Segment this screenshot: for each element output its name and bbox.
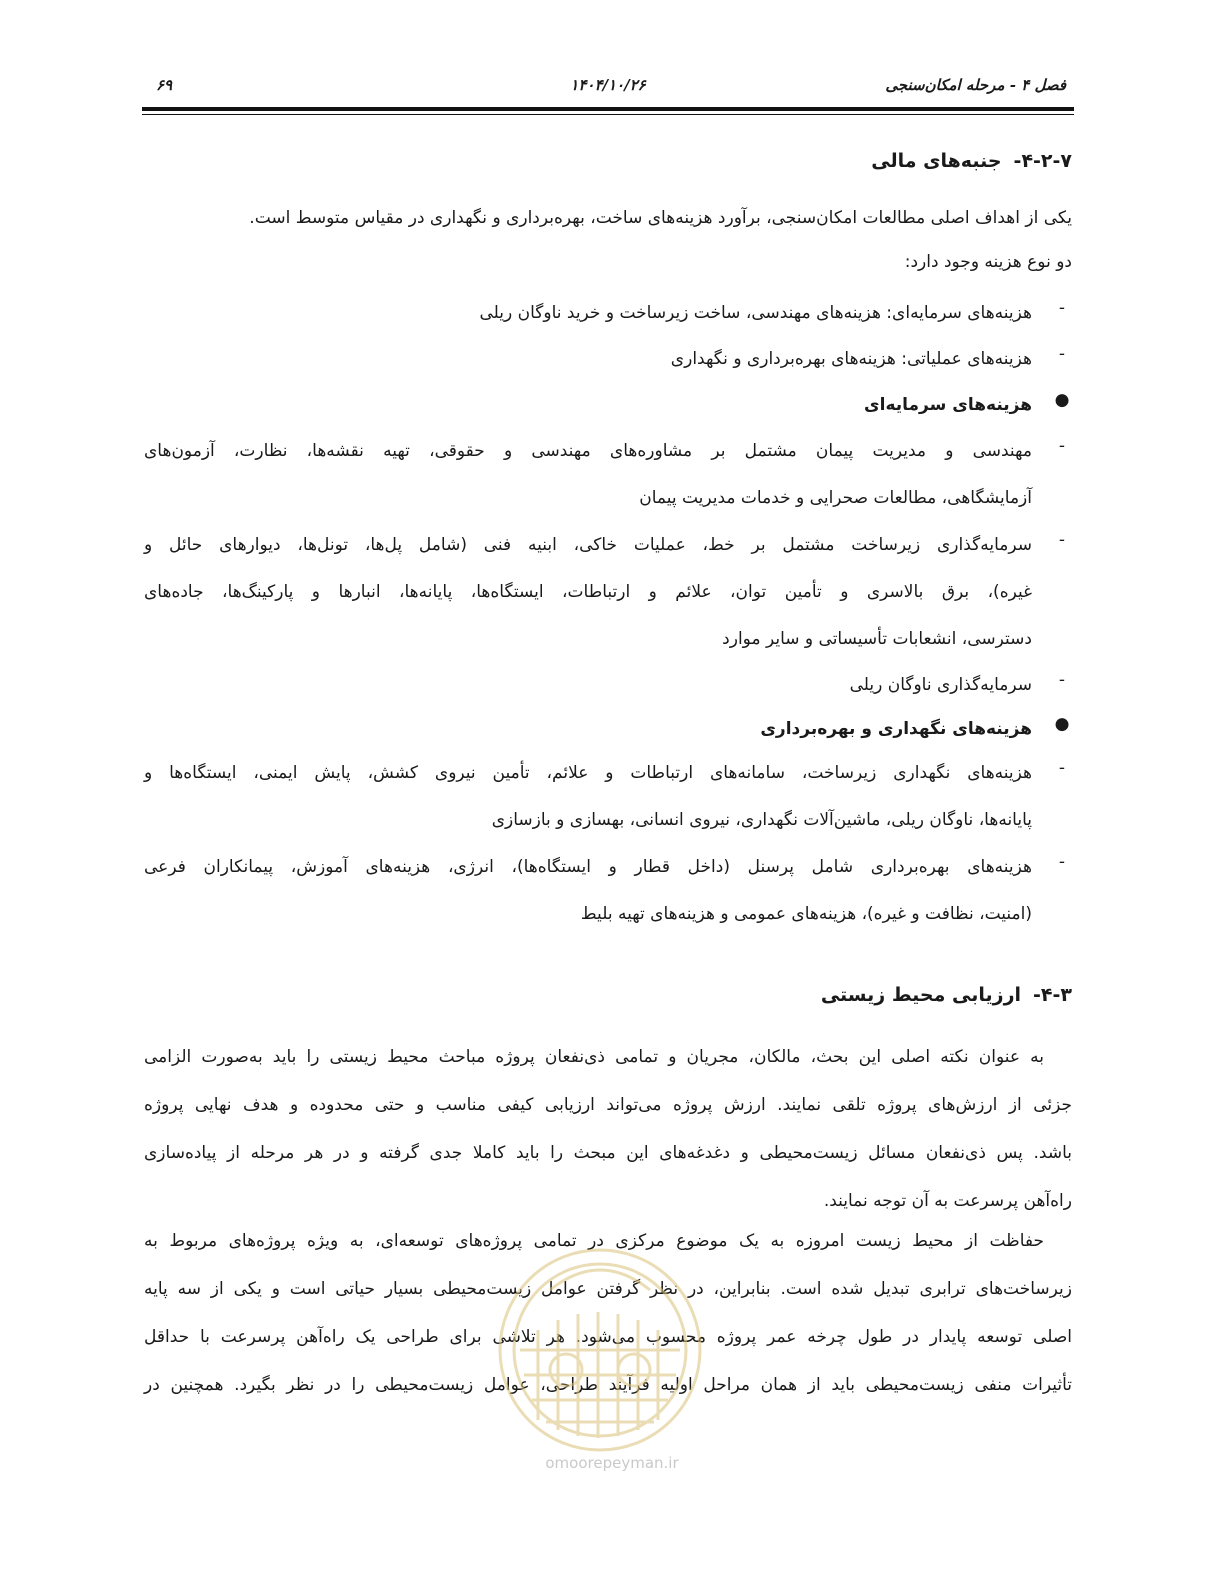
bullet-marker: ● xyxy=(1054,390,1070,410)
list-item-line: دسترسی، انشعابات تأسیساتی و سایر موارد xyxy=(722,629,1032,649)
paragraph-line: راه‌آهن پرسرعت به آن توجه نمایند. xyxy=(823,1191,1072,1211)
list-item xyxy=(144,298,1072,345)
list-item-line: آزمایشگاهی، مطالعات صحرایی و خدمات مدیریت پیمان xyxy=(639,488,1032,508)
list-item-text: هزینه‌های سرمایه‌ای: هزینه‌های مهندسی، ساخت زیرساخت و خرید ناوگان ریلی xyxy=(479,303,1032,323)
dash-marker: - xyxy=(1058,852,1066,872)
paragraph-line: باشد. پس ذی‌نفعان مسائل زیست‌محیطی و دغدغه‌های این مبحث را باید کاملا جدی گرفته و در هر مرحله از پیاده‌سازی xyxy=(144,1143,1072,1163)
header-rule-thick xyxy=(142,107,1074,111)
list-item-line: (امنیت، نظافت و غیره)، هزینه‌های عمومی و هزینه‌های تهیه بلیط xyxy=(580,904,1032,924)
list-item-line: مهندسی و مدیریت پیمان مشتمل بر مشاوره‌های مهندسی و حقوقی، تهیه نقشه‌ها، نظارت، آزمون‌های xyxy=(144,441,1032,461)
paragraph-line: تأثیرات منفی زیست‌محیطی باید از همان مراحل اولیه فرآیند طراحی، عوامل زیست‌محیطی را در نظر بگیرد. همچنین در xyxy=(144,1375,1072,1395)
header-rule-thin xyxy=(142,114,1074,115)
page-header xyxy=(144,72,1072,102)
list-item-line: پایانه‌ها، ناوگان ریلی، ماشین‌آلات نگهداری، نیروی انسانی، بهسازی و بازسازی xyxy=(491,810,1032,830)
list-item xyxy=(144,852,1072,946)
list-item xyxy=(144,530,1072,671)
list-item-line: هزینه‌های نگهداری زیرساخت، سامانه‌های ارتباطات و علائم، تأمین نیروی کشش، پایش ایمنی، ایستگاه‌ها و xyxy=(144,763,1032,783)
dash-marker: - xyxy=(1058,758,1066,778)
header-date: ۱۴۰۴/۱۰/۲۶ xyxy=(570,76,646,94)
section-heading-environment xyxy=(821,984,1072,1006)
page-number: ۶۹ xyxy=(156,76,173,94)
section-heading-financial xyxy=(871,150,1072,172)
section-title: ارزیابی محیط زیستی xyxy=(820,984,1022,1006)
bullet-heading-capital xyxy=(144,390,1072,437)
chapter-title: فصل ۴ - مرحله امکان‌سنجی xyxy=(885,76,1066,94)
bullet-heading-text: هزینه‌های نگهداری و بهره‌برداری xyxy=(760,719,1032,739)
list-item xyxy=(144,670,1072,717)
bullet-heading-maintenance xyxy=(144,714,1072,761)
list-item xyxy=(144,344,1072,391)
intro-line-2: دو نوع هزینه وجود دارد: xyxy=(904,252,1072,272)
list-item-text: هزینه‌های عملیاتی: هزینه‌های بهره‌برداری و نگهداری xyxy=(670,349,1032,369)
bullet-marker: ● xyxy=(1054,714,1070,734)
list-item xyxy=(144,436,1072,530)
paragraph xyxy=(144,1226,1072,1418)
dash-marker: - xyxy=(1058,344,1066,364)
paragraph-line: اصلی توسعه پایدار در طول چرخه عمر پروژه محسوب می‌شود. هر تلاشی برای طراحی یک راه‌آهن پرسرعت با حداقل xyxy=(144,1327,1072,1347)
section-number: ۴-۲-۷- xyxy=(1013,150,1072,172)
paragraph xyxy=(144,1042,1072,1234)
bullet-heading-text: هزینه‌های سرمایه‌ای xyxy=(864,395,1032,415)
paragraph-line: جزئی از ارزش‌های پروژه تلقی نمایند. ارزش پروژه می‌تواند ارزیابی کیفی مناسب و حتی محدوده و هدف نهایی پروژه xyxy=(144,1095,1072,1115)
paragraph-line: به عنوان نکته اصلی این بحث، مالکان، مجریان و تمامی ذی‌نفعان پروژه مباحث محیط زیستی را باید به‌صورت الزامی xyxy=(144,1047,1044,1067)
watermark-site: omoorepeyman.ir xyxy=(545,1454,679,1472)
dash-marker: - xyxy=(1058,670,1066,690)
dash-marker: - xyxy=(1058,298,1066,318)
list-item-line: غیره)، برق بالاسری و تأمین توان، علائم و ارتباطات، ایستگاه‌ها، پایانه‌ها، انبارها و پارکینگ‌ها، جاده‌های xyxy=(144,582,1032,602)
paragraph-line: زیرساخت‌های ترابری تبدیل شده است. بنابراین، در نظر گرفتن عوامل زیست‌محیطی بسیار حیاتی است و یکی از سه پایه xyxy=(144,1279,1072,1299)
dash-marker: - xyxy=(1058,530,1066,550)
intro-line-1: یکی از اهداف اصلی مطالعات امکان‌سنجی، برآورد هزینه‌های ساخت، بهره‌برداری و نگهداری در مقیاس متوسط است. xyxy=(249,208,1072,228)
list-item xyxy=(144,758,1072,852)
section-title: جنبه‌های مالی xyxy=(871,150,1002,172)
list-item-line: سرمایه‌گذاری ناوگان ریلی xyxy=(849,675,1032,695)
paragraph-line: حفاظت از محیط زیست امروزه به یک موضوع مرکزی در تمامی پروژه‌های توسعه‌ای، به ویژه پروژه‌های مربوط به xyxy=(144,1231,1044,1251)
list-item-line: هزینه‌های بهره‌برداری شامل پرسنل (داخل قطار و ایستگاه‌ها)، انرژی، هزینه‌های آموزش، پیمانکاران فرعی xyxy=(144,857,1032,877)
dash-marker: - xyxy=(1058,436,1066,456)
list-item-line: سرمایه‌گذاری زیرساخت مشتمل بر خط، عملیات خاکی، ابنیه فنی (شامل پل‌ها، تونل‌ها، دیوارهای حائل و xyxy=(144,535,1032,555)
section-number: ۴-۳- xyxy=(1033,984,1072,1006)
